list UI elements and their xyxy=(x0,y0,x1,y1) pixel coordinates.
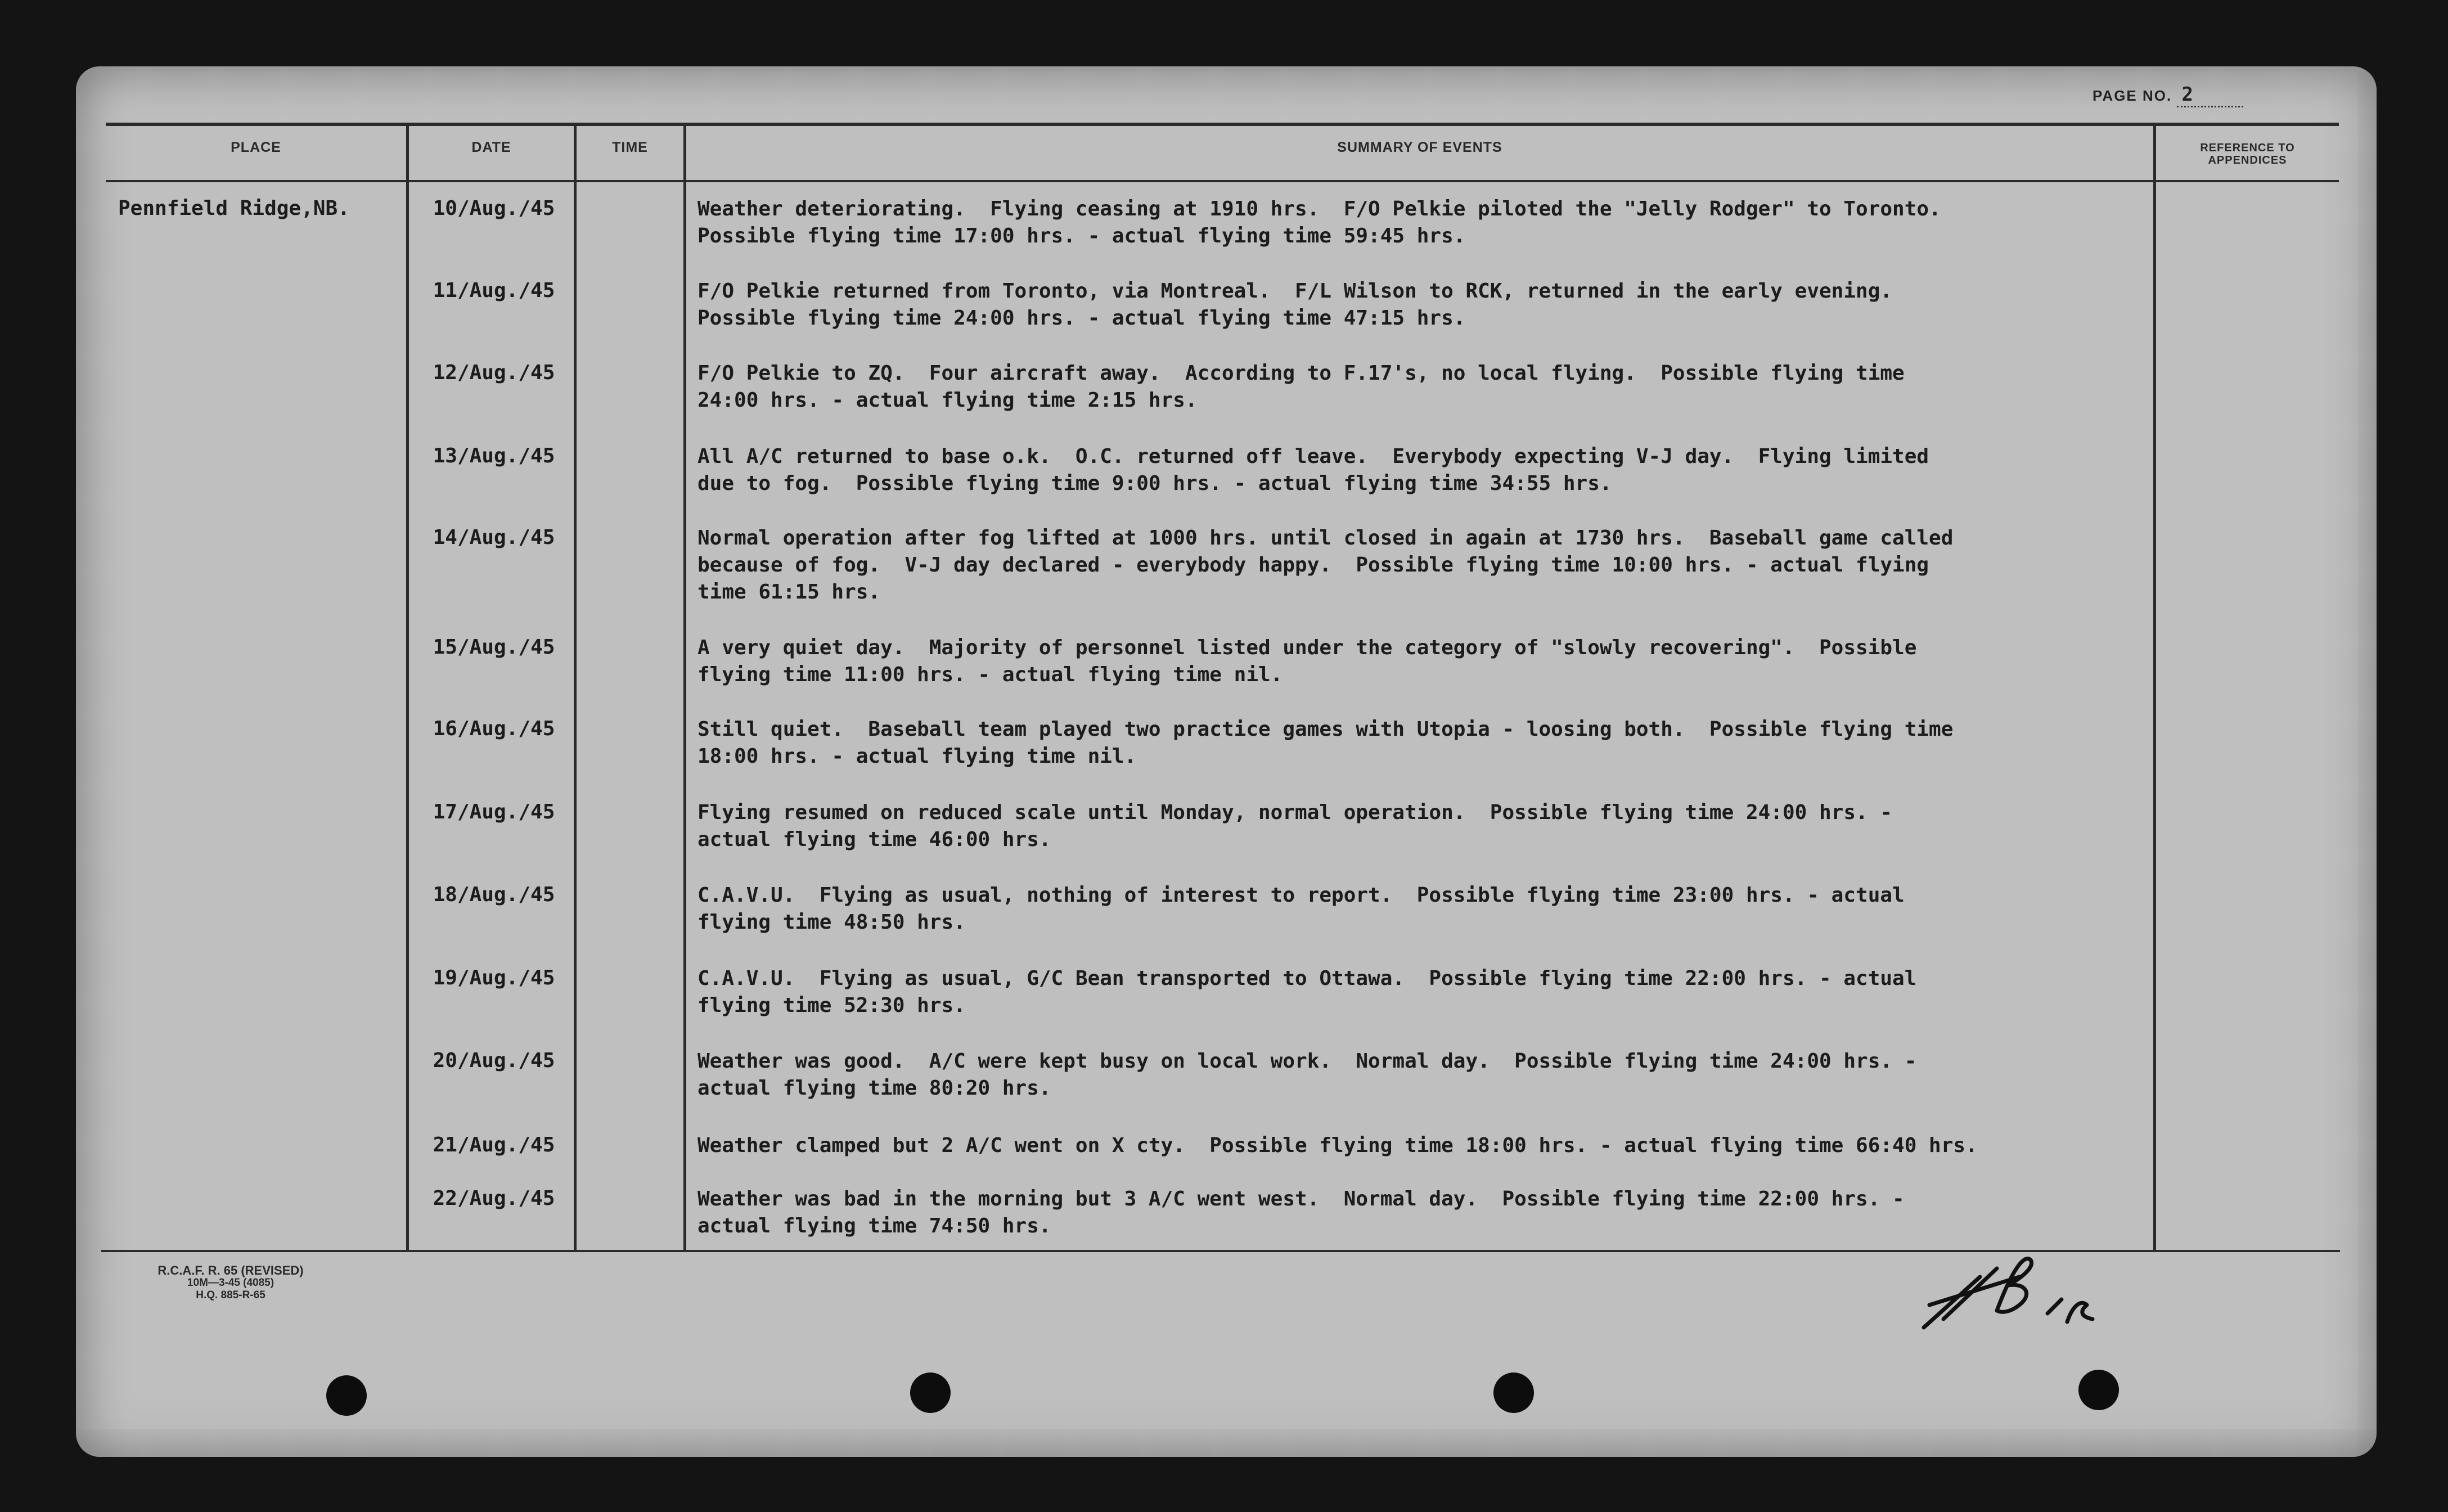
page-label-text: PAGE NO. xyxy=(2092,87,2172,104)
date-cell: 16/Aug./45 xyxy=(433,717,555,740)
event-summary: Weather was good. A/C were kept busy on local work. Normal day. Possible flying time 24:00 hrs. - actual flying time 80:20 hrs. xyxy=(698,1050,1917,1100)
column-rule-place-date xyxy=(406,124,409,1251)
page-number: 2 xyxy=(2177,83,2243,107)
header-reference-line1: REFERENCE TO xyxy=(2200,142,2295,154)
date-cell: 18/Aug./45 xyxy=(433,883,555,906)
place-name: Pennfield Ridge,NB. xyxy=(118,197,350,220)
header-reference xyxy=(2156,142,2339,166)
header-date: DATE xyxy=(471,140,511,155)
event-summary: All A/C returned to base o.k. O.C. returned off leave. Everybody expecting V-J day. Flying limited due to fog. Possible flying time 9:00 hrs. - actual flying time 34:55 hrs. xyxy=(698,445,1929,495)
binder-hole xyxy=(2078,1370,2119,1410)
event-summary: Flying resumed on reduced scale until Monday, normal operation. Possible flying time 24:00 hrs. - actual flying time 46:00 hrs. xyxy=(698,801,1893,851)
date-cell: 15/Aug./45 xyxy=(433,636,555,659)
page-number-label xyxy=(2092,83,2243,107)
handwritten-initials xyxy=(1912,1243,2115,1339)
binder-hole xyxy=(910,1372,951,1413)
event-summary: A very quiet day. Majority of personnel listed under the category of "slowly recovering". Possible flying time 11:00 hrs. - actual flying time nil. xyxy=(698,636,1917,686)
form-reference xyxy=(107,1264,354,1302)
column-rule-time-summary xyxy=(683,124,686,1251)
top-rule xyxy=(106,123,2339,126)
event-summary: Normal operation after fog lifted at 1000 hrs. until closed in again at 1730 hrs. Baseball game called because of fog. V-J day declared - everybody happy. Possible flying time 10:00 hrs. - actual flying time 61:15 hrs. xyxy=(698,526,1954,604)
form-reference-line3: H.Q. 885-R-65 xyxy=(196,1289,266,1301)
binder-hole xyxy=(1493,1372,1534,1413)
event-summary: F/O Pelkie to ZQ. Four aircraft away. According to F.17's, no local flying. Possible flying time 24:00 hrs. - actual flying time 2:15 hrs. xyxy=(698,362,1905,412)
date-cell: 12/Aug./45 xyxy=(433,361,555,384)
event-summary: C.A.V.U. Flying as usual, G/C Bean transported to Ottawa. Possible flying time 22:00 hrs. - actual flying time 52:30 hrs. xyxy=(698,967,1917,1017)
form-reference-line2: 10M—3-45 (4085) xyxy=(187,1277,274,1289)
event-summary: Weather was bad in the morning but 3 A/C went west. Normal day. Possible flying time 22:00 hrs. - actual flying time 74:50 hrs. xyxy=(698,1187,1905,1238)
header-reference-line2: APPENDICES xyxy=(2208,154,2287,166)
header-summary: SUMMARY OF EVENTS xyxy=(1337,140,1502,155)
date-cell: 10/Aug./45 xyxy=(433,197,555,220)
header-time: TIME xyxy=(612,140,648,155)
event-summary: Weather clamped but 2 A/C went on X cty. Possible flying time 18:00 hrs. - actual flying time 66:40 hrs. xyxy=(698,1134,1978,1157)
date-cell: 13/Aug./45 xyxy=(433,444,555,467)
date-cell: 22/Aug./45 xyxy=(433,1187,555,1210)
date-cell: 21/Aug./45 xyxy=(433,1133,555,1156)
header-place: PLACE xyxy=(231,140,281,155)
date-cell: 17/Aug./45 xyxy=(433,800,555,824)
event-summary: C.A.V.U. Flying as usual, nothing of interest to report. Possible flying time 23:00 hrs. - actual flying time 48:50 hrs. xyxy=(698,884,1905,934)
date-cell: 14/Aug./45 xyxy=(433,526,555,549)
form-reference-line1: R.C.A.F. R. 65 (REVISED) xyxy=(158,1263,304,1277)
binder-hole xyxy=(326,1375,367,1416)
event-summary: Weather deteriorating. Flying ceasing at 1910 hrs. F/O Pelkie piloted the "Jelly Rodger" to Toronto. Possible flying time 17:00 hrs. - actual flying time 59:45 hrs. xyxy=(698,197,1941,248)
date-cell: 11/Aug./45 xyxy=(433,279,555,302)
event-summary: F/O Pelkie returned from Toronto, via Montreal. F/L Wilson to RCK, returned in the early evening. Possible flying time 24:00 hrs. - actual flying time 47:15 hrs. xyxy=(698,280,1893,330)
date-cell: 19/Aug./45 xyxy=(433,966,555,989)
event-summary: Still quiet. Baseball team played two practice games with Utopia - loosing both. Possible flying time 18:00 hrs. - actual flying time nil. xyxy=(698,718,1954,768)
date-cell: 20/Aug./45 xyxy=(433,1049,555,1072)
header-rule xyxy=(106,180,2339,182)
